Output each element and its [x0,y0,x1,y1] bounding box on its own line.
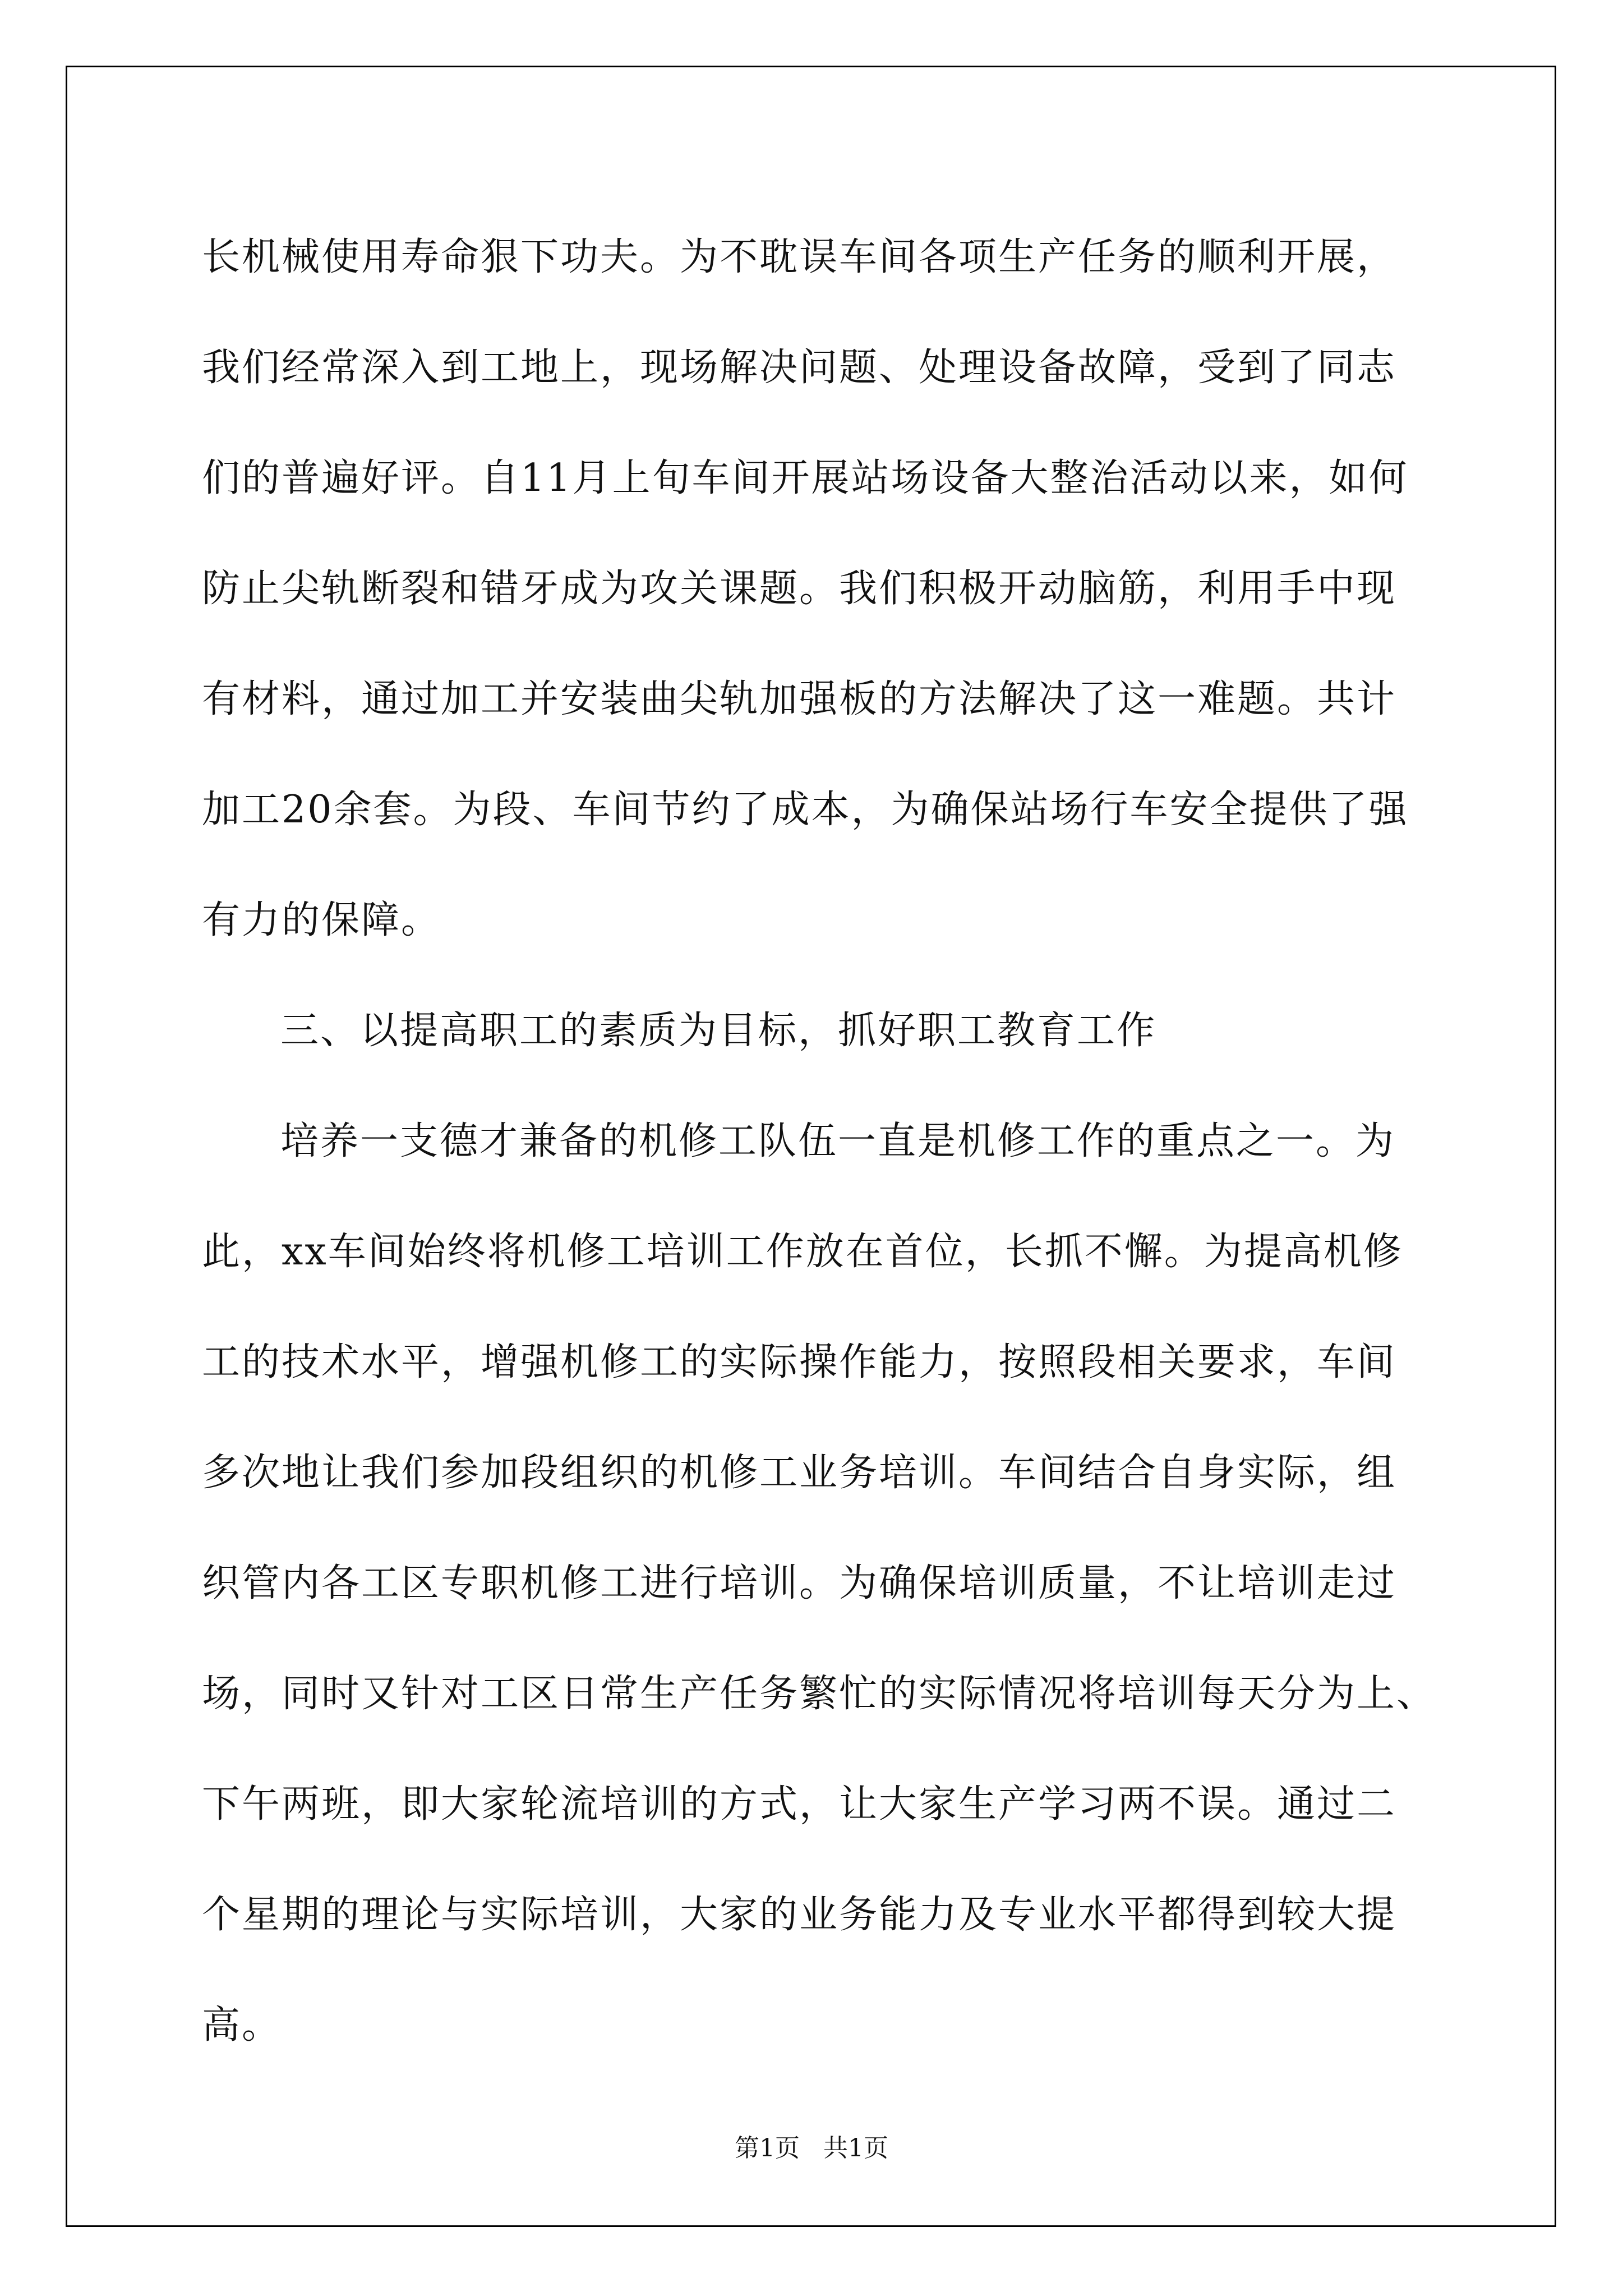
section-heading: 三、以提高职工的素质为目标，抓好职工教育工作 [280,1009,1157,1053]
text-line: 此，xx车间始终将机修工培训工作放在首位，长抓不懈。为提高机修 [202,1230,1403,1274]
text-line: 加工20余套。为段、车间节约了成本，为确保站场行车安全提供了强 [202,788,1409,832]
text-line: 长机械使用寿命狠下功夫。为不耽误车间各项生产任务的顺利开展， [202,235,1397,279]
text-line: 织管内各工区专职机修工进行培训。为确保培训质量，不让培训走过 [202,1561,1397,1605]
text-line: 我们经常深入到工地上，现场解决问题、处理设备故障，受到了同志 [202,346,1397,390]
text-line: 工的技术水平，增强机修工的实际操作能力，按照段相关要求，车间 [202,1340,1397,1384]
text-line: 下午两班，即大家轮流培训的方式，让大家生产学习两不误。通过二 [202,1782,1397,1826]
text-line: 有力的保障。 [202,898,441,942]
paragraph-start: 培养一支德才兼备的机修工队伍一直是机修工作的重点之一。为 [280,1119,1396,1163]
document-body [202,202,1436,2081]
text-line: 有材料，通过加工并安装曲尖轨加强板的方法解决了这一难题。共计 [202,677,1397,721]
text-line: 高。 [202,2003,282,2047]
page-number-current: 第1页 [735,2134,800,2162]
page-number-total: 共1页 [823,2134,888,2162]
text-line: 多次地让我们参加段组织的机修工业务培训。车间结合自身实际，组 [202,1451,1397,1495]
text-line: 个星期的理论与实际培训，大家的业务能力及专业水平都得到较大提 [202,1893,1397,1937]
text-line: 防止尖轨断裂和错牙成为攻关课题。我们积极开动脑筋，利用手中现 [202,567,1397,611]
text-line: 们的普遍好评。自11月上旬车间开展站场设备大整治活动以来，如何 [202,456,1409,500]
text-line: 场，同时又针对工区日常生产任务繁忙的实际情况将培训每天分为上、 [202,1672,1437,1716]
page-footer [0,2132,1623,2165]
